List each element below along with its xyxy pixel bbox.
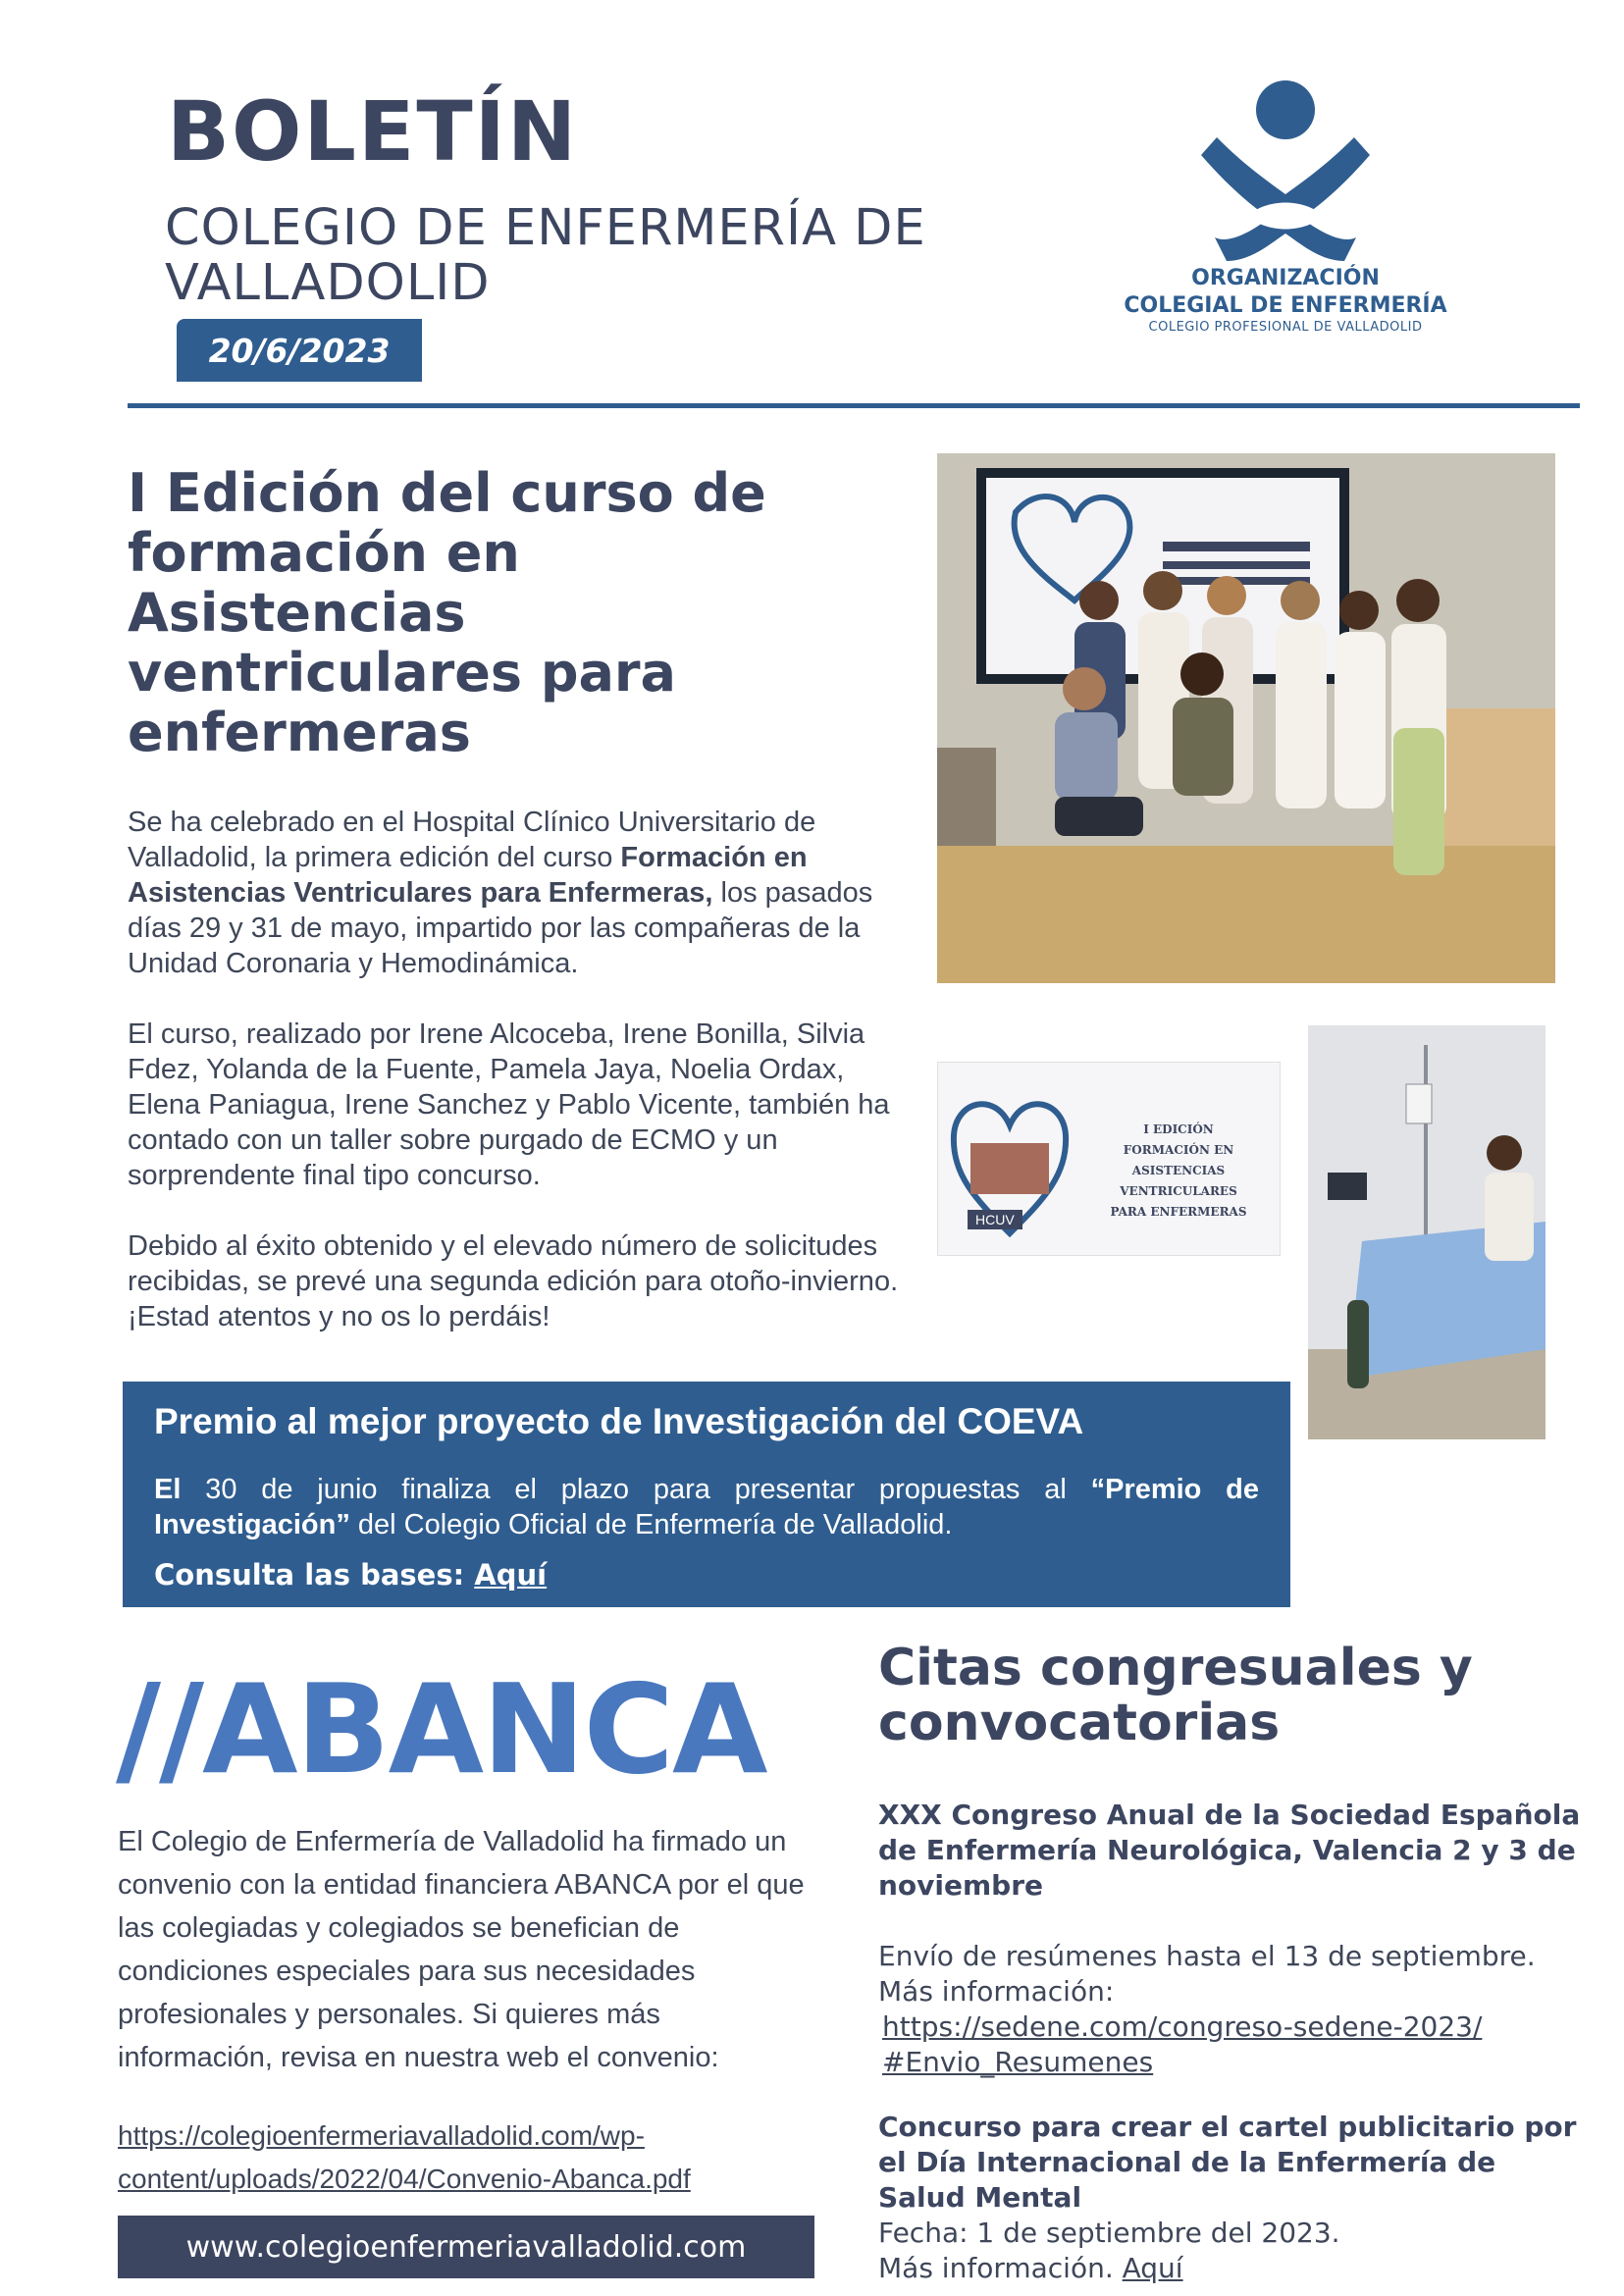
premio-title: Premio al mejor proyecto de Investigación del COEVA	[154, 1401, 1084, 1441]
cita-2-link[interactable]: Aquí	[1122, 2252, 1183, 2284]
paragraph-text: los pasados días 29 y 31 de mayo, impartido por las compañeras de la Unidad Coronaria y Hemodinámica.	[128, 877, 873, 979]
premio-text-part: 30 de junio finaliza el plazo para presentar propuestas al	[181, 1474, 1091, 1505]
cita-2-more-label: Más información.	[878, 2252, 1123, 2284]
slide-line-1: I EDICIÓN	[1143, 1122, 1214, 1136]
article-title: I Edición del curso de formación en Asistencias ventriculares para enfermeras	[128, 462, 766, 763]
abanca-logo: //ABANCA	[116, 1657, 766, 1801]
cita-1-link[interactable]: https://sedene.com/congreso-sedene-2023/#Envio_Resumenes	[882, 2010, 1483, 2078]
group-photo-image	[937, 453, 1555, 983]
bulletin-title: BOLETÍN	[167, 83, 579, 180]
cita-2-date: Fecha: 1 de septiembre del 2023.	[878, 2217, 1340, 2249]
article-paragraph-3: Debido al éxito obtenido y el elevado número de solicitudes recibidas, se prevé una segunda edición para otoño-invierno.	[128, 1230, 899, 1297]
premio-name: “Premio de Investigación”	[154, 1474, 1259, 1540]
cita-1-title: XXX Congreso Anual de la Sociedad Española de Enfermería Neurológica, Valencia 2 y 3 de noviembre	[878, 1799, 1581, 1902]
header-divider	[128, 403, 1580, 408]
premio-box	[123, 1382, 1290, 1607]
bulletin-subtitle: COLEGIO DE ENFERMERÍA DE VALLADOLID	[165, 199, 926, 312]
slide-line-3: VENTRICULARES	[1120, 1184, 1237, 1198]
article-body	[128, 805, 903, 1334]
cita-1-more: Más información:	[878, 1975, 1115, 2008]
cita-1-text: Envío de resúmenes hasta el 13 de septiembre.	[878, 1940, 1536, 1972]
org-name-line1: ORGANIZACIÓN	[1191, 266, 1380, 290]
nurse-figure-icon	[1187, 69, 1384, 265]
abanca-text: El Colegio de Enfermería de Valladolid ha firmado un convenio con la entidad financiera ABANCA por el que las colegiadas y colegiados se benefician de condiciones especiales para sus necesidades profesionales y personales. Si quieres más información, revisa en nuestra web el convenio:	[118, 1826, 805, 2073]
premio-consulta	[154, 1558, 1259, 1592]
citas-title: Citas congresuales y convocatorias	[878, 1639, 1473, 1752]
group-photo	[937, 453, 1555, 983]
slide-line-2: FORMACIÓN EN ASISTENCIAS	[1123, 1143, 1234, 1177]
ecmo-photo-image	[1308, 1025, 1545, 1439]
abanca-convenio-link[interactable]: https://colegioenfermeriavalladolid.com/wp-content/uploads/2022/04/Convenio-Abanca.pdf	[118, 2120, 691, 2194]
premio-text	[154, 1472, 1259, 1542]
course-name: Formación en Asistencias Ventriculares para Enfermeras,	[128, 842, 808, 909]
paragraph-text: Se ha celebrado en el Hospital Clínico Universitario de Valladolid, la primera edición del curso	[128, 807, 816, 873]
article-paragraph-1	[128, 805, 903, 981]
cita-item-1	[878, 1798, 1585, 2080]
cita-2-more	[878, 2251, 1585, 2286]
consulta-label: Consulta las bases:	[154, 1558, 475, 1592]
bulletin-date: 20/6/2023	[177, 319, 422, 382]
premio-bases-link[interactable]: Aquí	[474, 1558, 548, 1592]
org-name-line3: COLEGIO PROFESIONAL DE VALLADOLID	[1148, 320, 1423, 335]
org-logo	[1114, 69, 1457, 335]
cita-item-2	[878, 2110, 1585, 2286]
org-name-line2: COLEGIAL DE ENFERMERÍA	[1124, 293, 1447, 318]
article-paragraph-4: ¡Estad atentos y no os lo perdáis!	[128, 1301, 550, 1332]
premio-text-bold: El	[154, 1474, 182, 1505]
cita-2-title: Concurso para crear el cartel publicitario por el Día Internacional de la Enfermería de Salud Mental	[878, 2111, 1577, 2214]
ecmo-workshop-photo	[1308, 1025, 1545, 1439]
premio-text-part: del Colegio Oficial de Enfermería de Valladolid.	[349, 1509, 953, 1540]
website-bar[interactable]: www.colegioenfermeriavalladolid.com	[118, 2216, 814, 2278]
slide-badge: HCUV	[968, 1210, 1022, 1229]
article-paragraph-2: El curso, realizado por Irene Alcoceba, Irene Bonilla, Silvia Fdez, Yolanda de la Fuente, Pamela Jaya, Noelia Ordax, Elena Paniagua, Irene Sanchez y Pablo Vicente, también ha contado con un taller sobre purgado de ECMO y un sorprendente final tipo concurso.	[128, 1018, 890, 1191]
course-slide-image	[937, 1062, 1281, 1256]
slide-line-4: PARA ENFERMERAS	[1110, 1205, 1247, 1219]
